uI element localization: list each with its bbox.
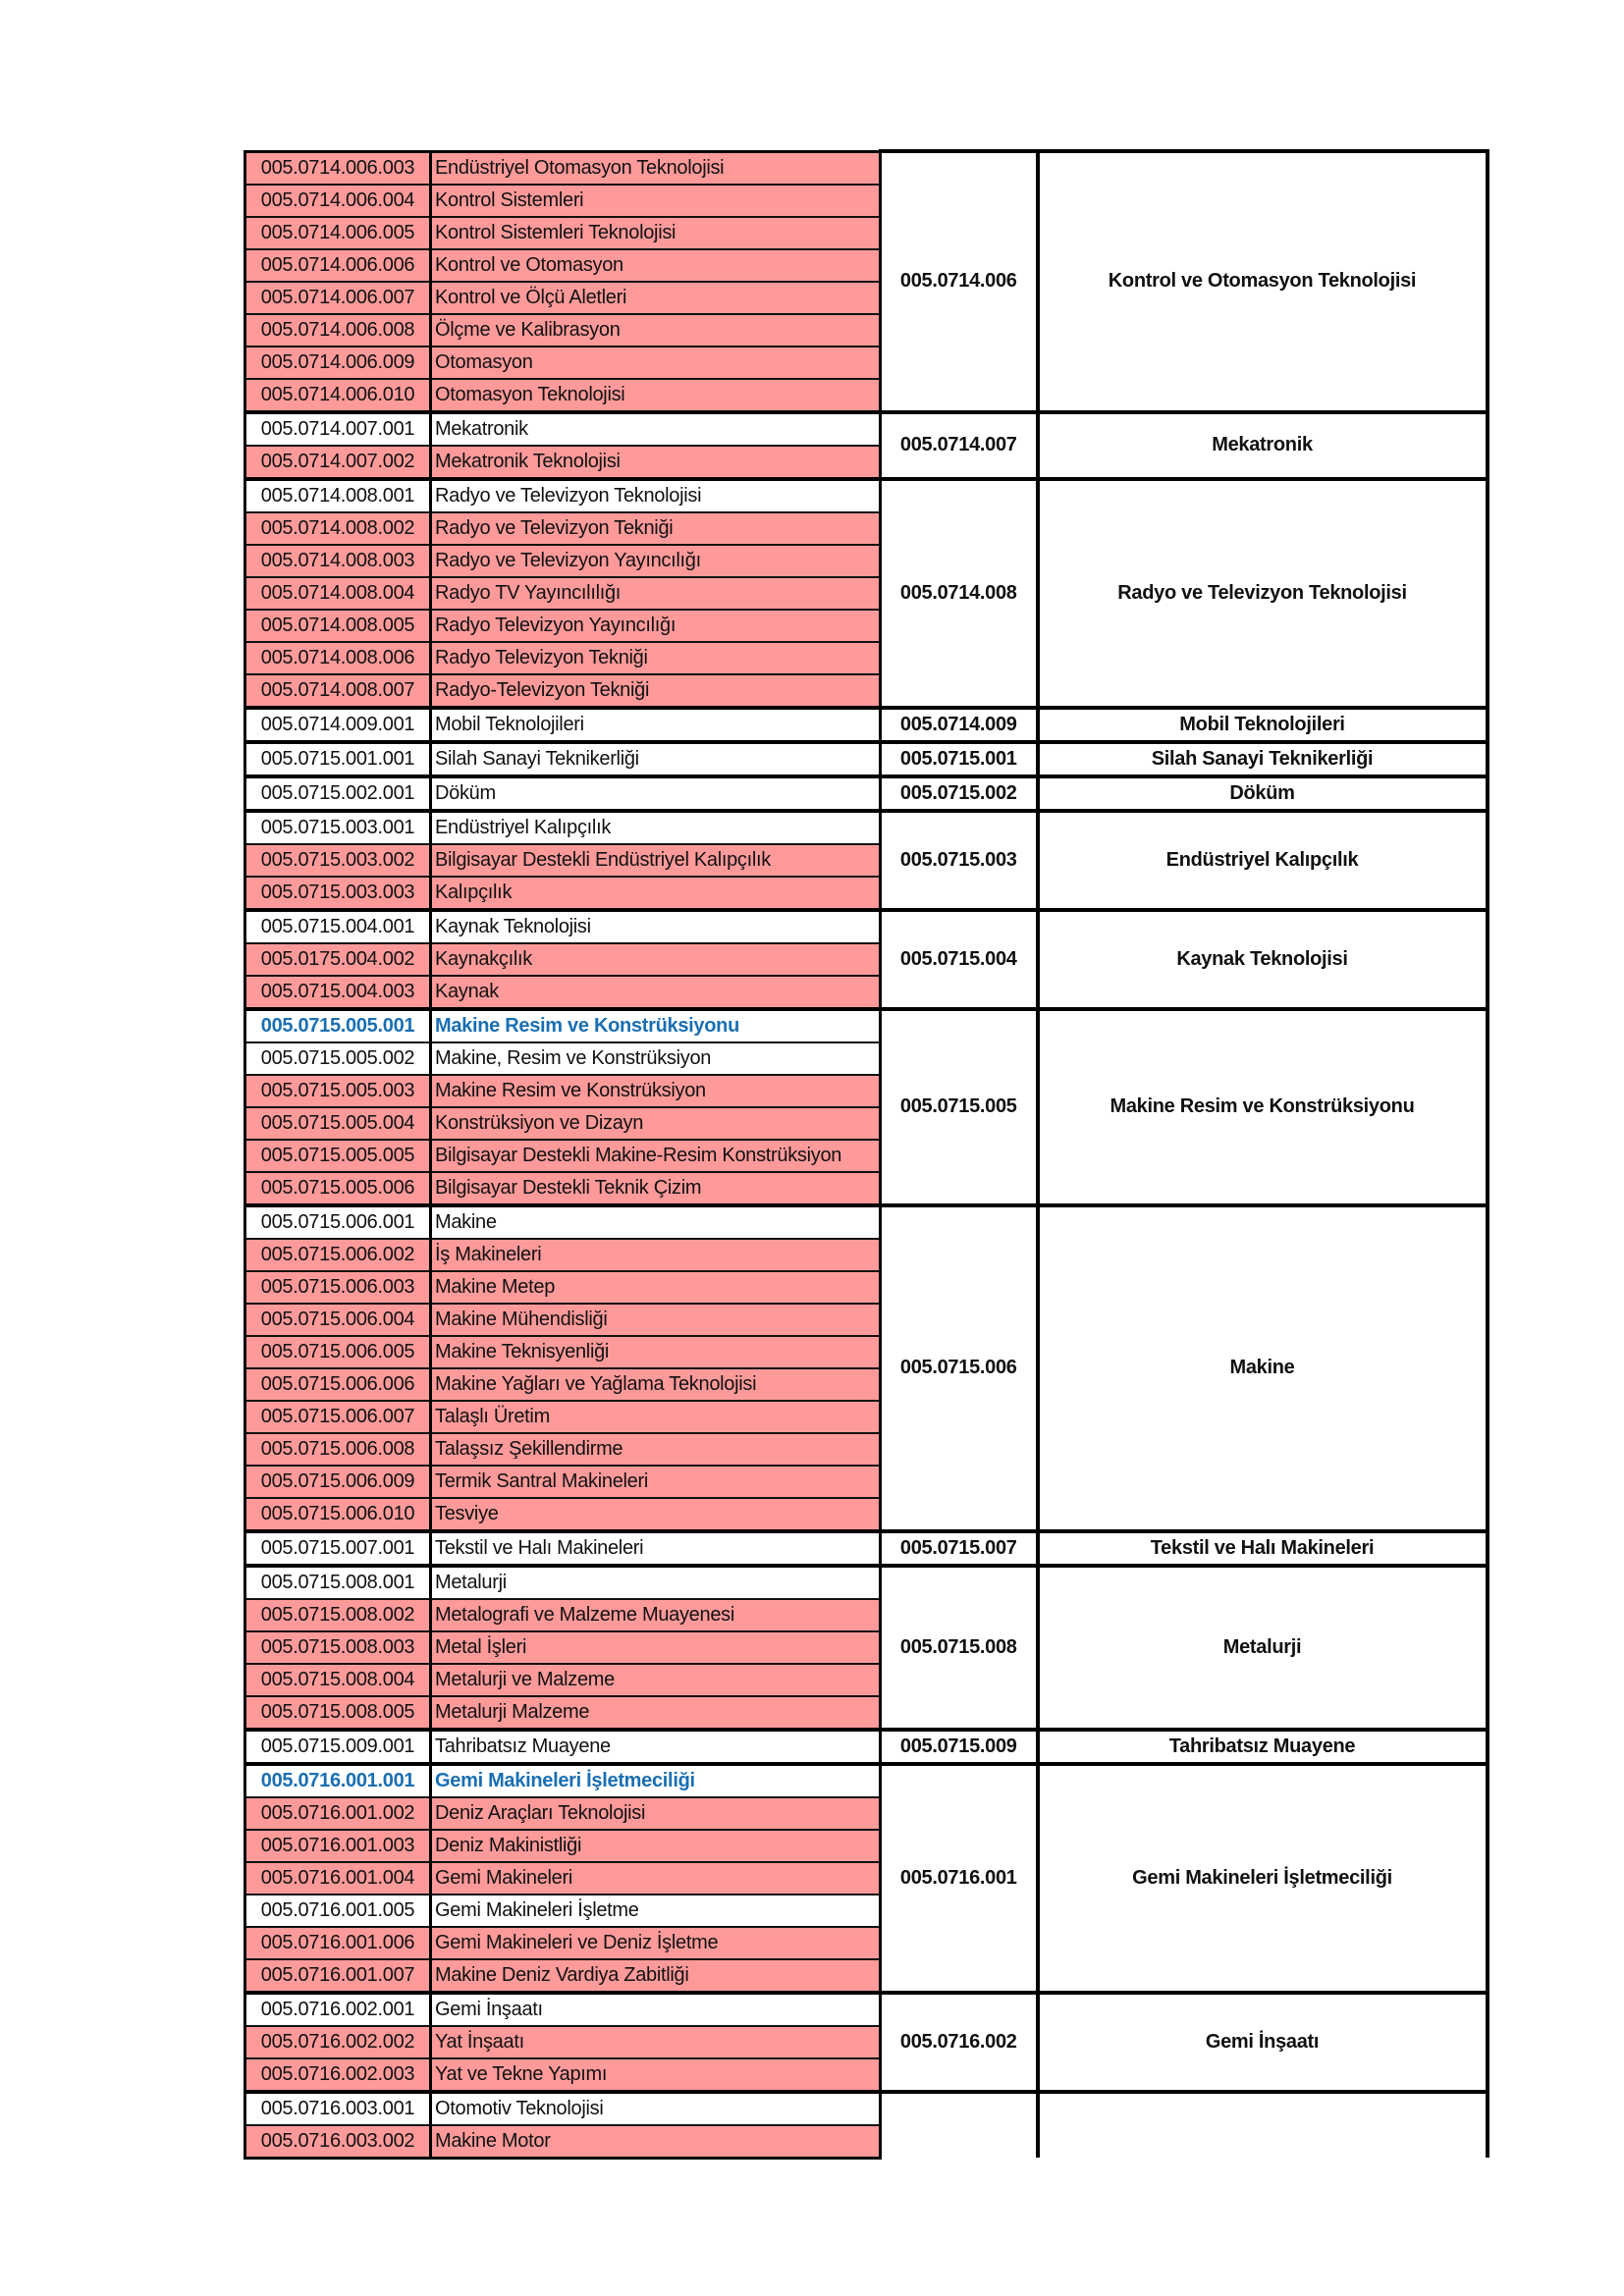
program-name-cell: Tesviye [431, 1498, 881, 1531]
program-name-cell: Makine Mühendisliği [431, 1304, 881, 1336]
program-code-cell: 005.0715.002.001 [245, 776, 431, 811]
program-code-cell: 005.0715.006.006 [245, 1368, 431, 1401]
program-name-cell: Tahribatsız Muayene [431, 1730, 881, 1764]
program-name-cell: Bilgisayar Destekli Teknik Çizim [431, 1172, 881, 1205]
program-code-cell: 005.0715.005.005 [245, 1140, 431, 1172]
program-name-cell: Gemi Makineleri İşletme [431, 1895, 881, 1927]
program-code-cell: 005.0715.001.001 [245, 742, 431, 776]
program-name-cell: Radyo ve Televizyon Yayıncılığı [431, 545, 881, 577]
program-code-cell: 005.0715.006.001 [245, 1205, 431, 1239]
program-code-cell: 005.0714.009.001 [245, 708, 431, 742]
group-code-cell: 005.0715.008 [881, 1566, 1038, 1730]
program-code-cell: 005.0715.006.003 [245, 1271, 431, 1304]
program-code-cell: 005.0716.002.002 [245, 2026, 431, 2058]
program-code-cell: 005.0715.008.003 [245, 1631, 431, 1664]
program-name-cell: Makine Metep [431, 1271, 881, 1304]
program-code-cell: 005.0714.006.008 [245, 314, 431, 347]
program-name-cell: Konstrüksiyon ve Dizayn [431, 1107, 881, 1140]
program-name-cell: Radyo Televizyon Tekniği [431, 642, 881, 674]
program-name-cell: Talaşsız Şekillendirme [431, 1433, 881, 1466]
program-code-cell: 005.0715.003.001 [245, 811, 431, 844]
program-code-cell: 005.0714.006.005 [245, 217, 431, 249]
program-name-cell: İş Makineleri [431, 1239, 881, 1271]
program-name-cell: Kaynakçılık [431, 943, 881, 976]
program-name-cell: Gemi Makineleri ve Deniz İşletme [431, 1927, 881, 1959]
program-name-cell: Mekatronik [431, 412, 881, 446]
program-name-cell: Mekatronik Teknolojisi [431, 446, 881, 479]
group-code-cell: 005.0714.008 [881, 479, 1038, 708]
program-code-cell: 005.0714.006.009 [245, 347, 431, 379]
program-code-cell: 005.0715.006.010 [245, 1498, 431, 1531]
program-name-cell: Radyo ve Televizyon Tekniği [431, 512, 881, 545]
program-name-cell: Mobil Teknolojileri [431, 708, 881, 742]
program-name-cell: Gemi Makineleri İşletmeciliği [431, 1764, 881, 1797]
program-code-cell: 005.0715.006.008 [245, 1433, 431, 1466]
program-code-cell: 005.0716.002.003 [245, 2058, 431, 2092]
group-name-cell: Gemi İnşaatı [1038, 1993, 1488, 2092]
group-code-cell: 005.0715.001 [881, 742, 1038, 776]
group-code-cell: 005.0715.003 [881, 811, 1038, 910]
program-code-cell: 005.0714.008.005 [245, 610, 431, 642]
program-name-cell: Otomasyon Teknolojisi [431, 379, 881, 412]
program-code-cell: 005.0714.006.006 [245, 249, 431, 282]
program-name-cell: Deniz Araçları Teknolojisi [431, 1797, 881, 1830]
program-name-cell: Kontrol Sistemleri [431, 185, 881, 217]
program-name-cell: Metalurji ve Malzeme [431, 1664, 881, 1696]
program-code-cell: 005.0716.001.002 [245, 1797, 431, 1830]
program-name-cell: Radyo Televizyon Yayıncılığı [431, 610, 881, 642]
program-code-cell: 005.0715.005.004 [245, 1107, 431, 1140]
program-code-cell: 005.0716.001.003 [245, 1830, 431, 1862]
program-name-cell: Makine Deniz Vardiya Zabitliği [431, 1959, 881, 1993]
program-code-cell: 005.0715.006.002 [245, 1239, 431, 1271]
program-name-cell: Tekstil ve Halı Makineleri [431, 1531, 881, 1566]
program-name-cell: Bilgisayar Destekli Makine-Resim Konstrüksiyon [431, 1140, 881, 1172]
program-code-cell: 005.0715.005.006 [245, 1172, 431, 1205]
group-name-cell: Mobil Teknolojileri [1038, 708, 1488, 742]
program-code-cell: 005.0714.007.002 [245, 446, 431, 479]
program-code-table [244, 149, 1489, 2160]
group-code-cell: 005.0715.005 [881, 1009, 1038, 1205]
group-name-cell: Tahribatsız Muayene [1038, 1730, 1488, 1764]
program-code-cell: 005.0714.008.007 [245, 674, 431, 708]
table-row [245, 811, 1488, 844]
group-name-cell: Döküm [1038, 776, 1488, 811]
table-row [245, 479, 1488, 512]
program-name-cell: Makine Resim ve Konstrüksiyonu [431, 1009, 881, 1042]
group-code-cell: 005.0714.006 [881, 151, 1038, 412]
group-name-cell: Radyo ve Televizyon Teknolojisi [1038, 479, 1488, 708]
program-name-cell: Makine [431, 1205, 881, 1239]
group-code-cell: 005.0714.009 [881, 708, 1038, 742]
program-name-cell: Radyo ve Televizyon Teknolojisi [431, 479, 881, 512]
program-name-cell: Otomasyon [431, 347, 881, 379]
program-code-cell: 005.0716.003.002 [245, 2125, 431, 2159]
program-name-cell: Metalurji [431, 1566, 881, 1599]
program-code-cell: 005.0715.005.001 [245, 1009, 431, 1042]
program-code-cell: 005.0715.004.001 [245, 910, 431, 943]
group-code-cell: 005.0715.004 [881, 910, 1038, 1009]
program-name-cell: Yat İnşaatı [431, 2026, 881, 2058]
program-name-cell: Kontrol ve Otomasyon [431, 249, 881, 282]
group-name-cell: Mekatronik [1038, 412, 1488, 479]
program-code-cell: 005.0714.008.006 [245, 642, 431, 674]
group-name-cell: Kaynak Teknolojisi [1038, 910, 1488, 1009]
group-name-cell: Kontrol ve Otomasyon Teknolojisi [1038, 151, 1488, 412]
program-name-cell: Termik Santral Makineleri [431, 1466, 881, 1498]
program-code-cell: 005.0716.001.006 [245, 1927, 431, 1959]
table-row [245, 708, 1488, 742]
program-name-cell: Gemi Makineleri [431, 1862, 881, 1895]
program-code-cell: 005.0716.001.001 [245, 1764, 431, 1797]
program-name-cell: Makine Teknisyenliği [431, 1336, 881, 1368]
program-name-cell: Makine Yağları ve Yağlama Teknolojisi [431, 1368, 881, 1401]
table-row [245, 742, 1488, 776]
program-name-cell: Radyo TV Yayıncılılığı [431, 577, 881, 610]
group-name-cell: Tekstil ve Halı Makineleri [1038, 1531, 1488, 1566]
table-row [245, 776, 1488, 811]
program-code-cell: 005.0714.008.004 [245, 577, 431, 610]
table-row [245, 1531, 1488, 1566]
program-name-cell: Kontrol Sistemleri Teknolojisi [431, 217, 881, 249]
program-name-cell: Gemi İnşaatı [431, 1993, 881, 2026]
program-code-cell: 005.0715.009.001 [245, 1730, 431, 1764]
table-row [245, 910, 1488, 943]
program-code-cell: 005.0714.008.002 [245, 512, 431, 545]
program-name-cell: Döküm [431, 776, 881, 811]
program-code-cell: 005.0716.001.007 [245, 1959, 431, 1993]
program-code-cell: 005.0715.003.002 [245, 844, 431, 877]
group-name-cell [1038, 2092, 1488, 2159]
group-code-cell: 005.0715.007 [881, 1531, 1038, 1566]
program-code-cell: 005.0714.006.003 [245, 151, 431, 185]
program-code-cell: 005.0716.001.004 [245, 1862, 431, 1895]
program-code-table-body [245, 151, 1488, 2158]
program-code-cell: 005.0715.005.003 [245, 1075, 431, 1107]
program-name-cell: Metal İşleri [431, 1631, 881, 1664]
program-code-cell: 005.0714.008.003 [245, 545, 431, 577]
table-row [245, 1009, 1488, 1042]
group-name-cell: Makine [1038, 1205, 1488, 1531]
program-code-cell: 005.0175.004.002 [245, 943, 431, 976]
program-name-cell: Bilgisayar Destekli Endüstriyel Kalıpçılık [431, 844, 881, 877]
program-code-cell: 005.0715.006.005 [245, 1336, 431, 1368]
program-code-cell: 005.0716.003.001 [245, 2092, 431, 2125]
table-row [245, 1566, 1488, 1599]
program-code-cell: 005.0714.008.001 [245, 479, 431, 512]
table-row [245, 1205, 1488, 1239]
program-code-cell: 005.0715.005.002 [245, 1042, 431, 1075]
program-name-cell: Makine Resim ve Konstrüksiyon [431, 1075, 881, 1107]
program-name-cell: Metalografi ve Malzeme Muayenesi [431, 1599, 881, 1631]
table-row [245, 1730, 1488, 1764]
group-code-cell: 005.0716.001 [881, 1764, 1038, 1993]
program-name-cell: Endüstriyel Otomasyon Teknolojisi [431, 151, 881, 185]
program-name-cell: Silah Sanayi Teknikerliği [431, 742, 881, 776]
group-code-cell [881, 2092, 1038, 2159]
program-code-cell: 005.0714.007.001 [245, 412, 431, 446]
program-code-cell: 005.0715.007.001 [245, 1531, 431, 1566]
program-name-cell: Makine, Resim ve Konstrüksiyon [431, 1042, 881, 1075]
table-row [245, 2092, 1488, 2125]
group-code-cell: 005.0714.007 [881, 412, 1038, 479]
program-code-cell: 005.0715.006.007 [245, 1401, 431, 1433]
program-name-cell: Kalıpçılık [431, 877, 881, 910]
program-name-cell: Deniz Makinistliği [431, 1830, 881, 1862]
group-code-cell: 005.0715.006 [881, 1205, 1038, 1531]
group-name-cell: Makine Resim ve Konstrüksiyonu [1038, 1009, 1488, 1205]
program-code-cell: 005.0715.008.002 [245, 1599, 431, 1631]
program-name-cell: Makine Motor [431, 2125, 881, 2159]
program-code-cell: 005.0714.006.004 [245, 185, 431, 217]
program-name-cell: Kontrol ve Ölçü Aletleri [431, 282, 881, 314]
group-code-cell: 005.0715.009 [881, 1730, 1038, 1764]
program-name-cell: Otomotiv Teknolojisi [431, 2092, 881, 2125]
program-code-cell: 005.0716.001.005 [245, 1895, 431, 1927]
program-name-cell: Endüstriyel Kalıpçılık [431, 811, 881, 844]
program-name-cell: Kaynak Teknolojisi [431, 910, 881, 943]
program-code-cell: 005.0715.008.001 [245, 1566, 431, 1599]
program-code-cell: 005.0715.008.004 [245, 1664, 431, 1696]
program-code-cell: 005.0716.002.001 [245, 1993, 431, 2026]
table-row [245, 1764, 1488, 1797]
program-name-cell: Yat ve Tekne Yapımı [431, 2058, 881, 2092]
group-name-cell: Metalurji [1038, 1566, 1488, 1730]
program-name-cell: Metalurji Malzeme [431, 1696, 881, 1730]
program-code-cell: 005.0715.004.003 [245, 976, 431, 1009]
program-code-cell: 005.0714.006.010 [245, 379, 431, 412]
program-name-cell: Radyo-Televizyon Tekniği [431, 674, 881, 708]
table-row [245, 1993, 1488, 2026]
program-code-cell: 005.0715.008.005 [245, 1696, 431, 1730]
program-name-cell: Talaşlı Üretim [431, 1401, 881, 1433]
program-code-cell: 005.0715.003.003 [245, 877, 431, 910]
group-code-cell: 005.0716.002 [881, 1993, 1038, 2092]
program-code-cell: 005.0715.006.004 [245, 1304, 431, 1336]
program-name-cell: Kaynak [431, 976, 881, 1009]
group-name-cell: Gemi Makineleri İşletmeciliği [1038, 1764, 1488, 1993]
table-row [245, 412, 1488, 446]
table-row [245, 151, 1488, 185]
program-name-cell: Ölçme ve Kalibrasyon [431, 314, 881, 347]
group-code-cell: 005.0715.002 [881, 776, 1038, 811]
group-name-cell: Endüstriyel Kalıpçılık [1038, 811, 1488, 910]
program-code-cell: 005.0714.006.007 [245, 282, 431, 314]
group-name-cell: Silah Sanayi Teknikerliği [1038, 742, 1488, 776]
program-code-cell: 005.0715.006.009 [245, 1466, 431, 1498]
